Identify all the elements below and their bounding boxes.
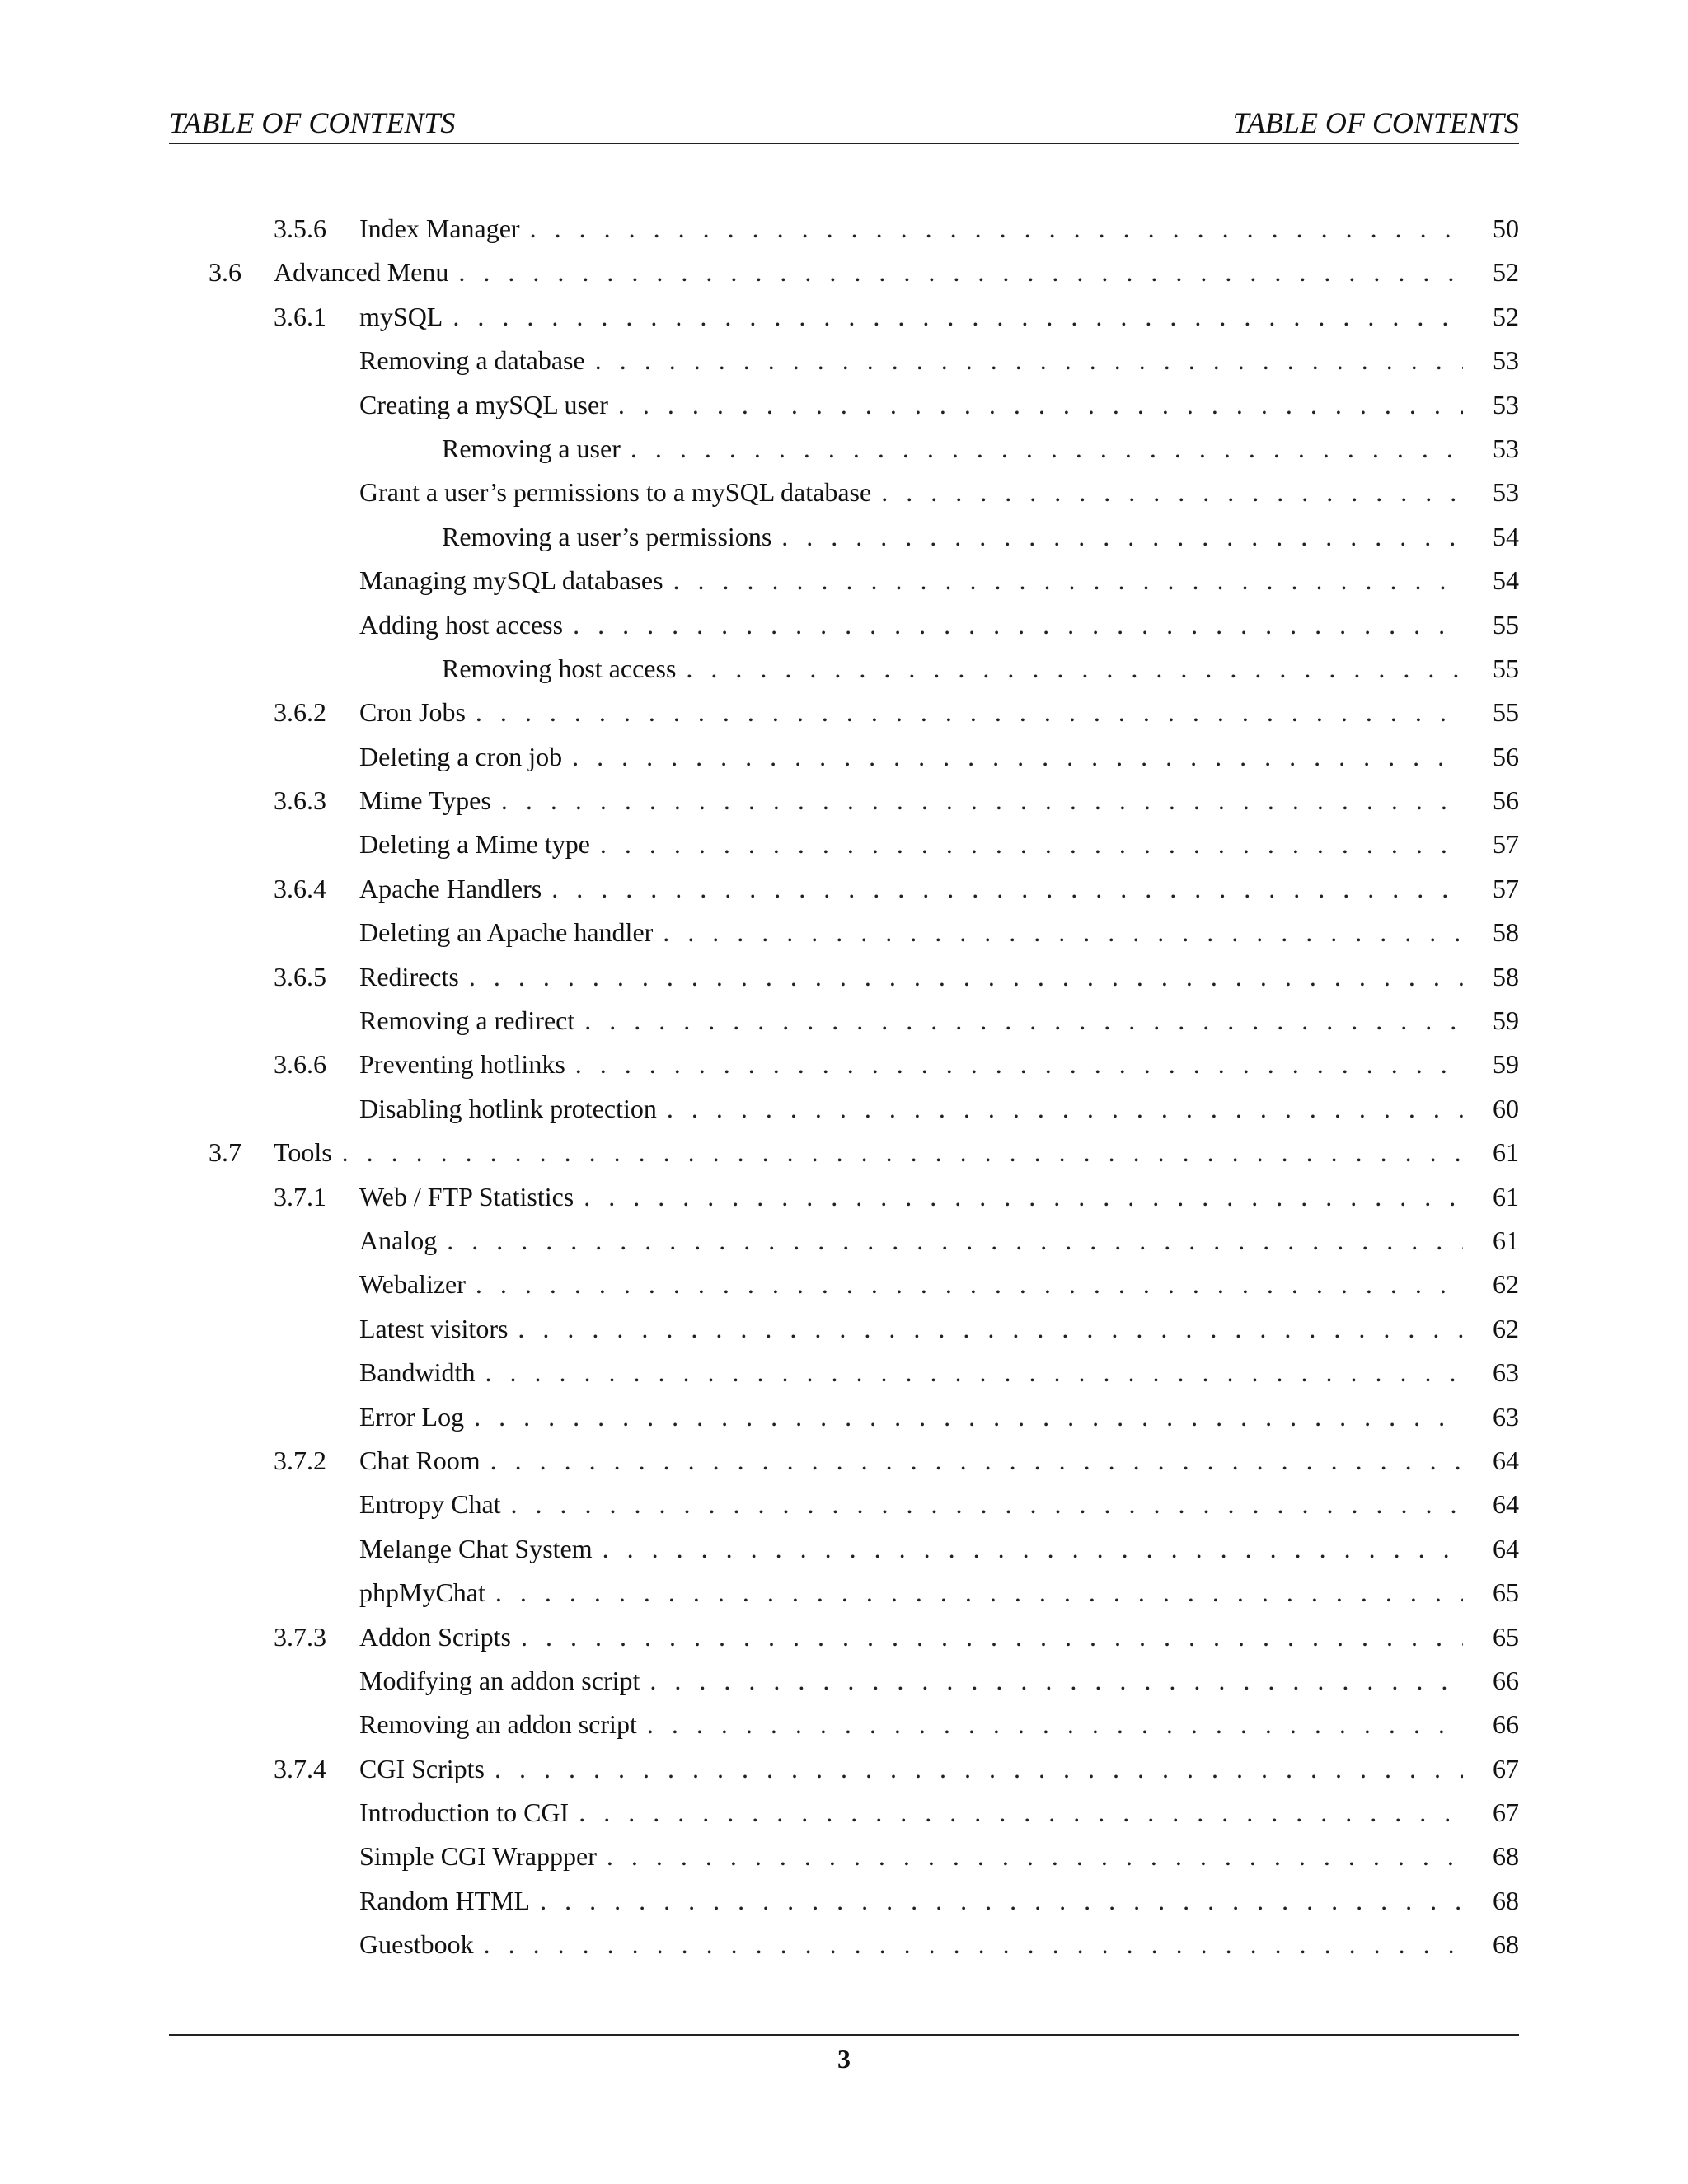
toc-entry-title[interactable]: Deleting a cron job <box>359 738 572 775</box>
toc-entry-title-line <box>359 298 1463 335</box>
toc-entry[interactable] <box>169 254 1519 298</box>
toc-entry-title-line <box>359 210 1463 246</box>
toc-entry[interactable] <box>169 870 1519 914</box>
dot-leader <box>458 254 1463 290</box>
toc-entry-page: 50 <box>1493 213 1519 243</box>
page-number: 3 <box>837 2044 851 2074</box>
dot-leader <box>631 430 1463 466</box>
toc-entry-title[interactable]: Removing host access <box>442 650 686 687</box>
toc-entry-page: 63 <box>1493 1401 1519 1432</box>
toc-entry-title-line <box>359 607 1463 643</box>
toc-entry-title[interactable]: Preventing hotlinks <box>359 1046 575 1082</box>
toc-entry-title-line <box>359 1838 1463 1874</box>
toc-entry-page: 60 <box>1493 1093 1519 1123</box>
toc-entry-title[interactable]: Error Log <box>359 1399 474 1435</box>
toc-entry[interactable] <box>169 1399 1519 1442</box>
toc-entry-title-line <box>274 254 1463 290</box>
toc-entry[interactable] <box>169 914 1519 958</box>
toc-entry-title[interactable]: Removing a user’s permissions <box>442 518 781 555</box>
toc-entry-title-line <box>359 1619 1463 1655</box>
toc-entry-title[interactable]: Removing an addon script <box>359 1706 647 1742</box>
toc-entry-title-line <box>359 958 1463 995</box>
dot-leader <box>649 1662 1463 1699</box>
toc-entry-title-line <box>442 430 1463 466</box>
dot-leader <box>607 1838 1463 1874</box>
toc-entry-title[interactable]: Deleting a Mime type <box>359 826 600 862</box>
toc-entry-page: 68 <box>1493 1841 1519 1872</box>
toc-entry-number: 3.6 <box>209 257 241 288</box>
toc-entry-number: 3.6.2 <box>274 697 326 728</box>
toc-entry-title[interactable]: Latest visitors <box>359 1310 518 1347</box>
toc-entry[interactable] <box>169 1574 1519 1618</box>
toc-entry[interactable] <box>169 1134 1519 1178</box>
toc-entry-number: 3.6.6 <box>274 1049 326 1080</box>
toc-entry-title-line <box>359 1002 1463 1038</box>
toc-entry-title[interactable]: Adding host access <box>359 607 573 643</box>
dot-leader <box>476 1266 1463 1302</box>
toc-entry-page: 55 <box>1493 609 1519 640</box>
toc-entry-title[interactable]: Addon Scripts <box>359 1619 521 1655</box>
toc-entry-page: 53 <box>1493 477 1519 508</box>
dot-leader <box>530 210 1463 246</box>
toc-entry-title[interactable]: Web / FTP Statistics <box>359 1179 584 1215</box>
toc-entry-title[interactable]: Managing mySQL databases <box>359 562 673 598</box>
toc-entry-title[interactable]: Removing a user <box>442 430 631 466</box>
toc-entry-page: 55 <box>1493 697 1519 728</box>
toc-entry-title-line <box>359 914 1463 950</box>
toc-entry-title[interactable]: Bandwidth <box>359 1354 485 1390</box>
toc-entry-title[interactable]: Melange Chat System <box>359 1530 603 1567</box>
toc-entry-title[interactable]: Introduction to CGI <box>359 1794 579 1830</box>
toc-entry-number: 3.7 <box>209 1137 241 1168</box>
toc-entry[interactable] <box>169 210 1519 254</box>
toc-entry-page: 53 <box>1493 345 1519 376</box>
toc-entry-title[interactable]: Apache Handlers <box>359 870 551 907</box>
dot-leader <box>452 298 1463 335</box>
toc-entry-page: 58 <box>1493 961 1519 991</box>
toc-entry[interactable] <box>169 518 1519 562</box>
toc-entry[interactable] <box>169 1794 1519 1838</box>
toc-entry-title[interactable]: Removing a database <box>359 342 595 378</box>
toc-entry[interactable] <box>169 1926 1519 1970</box>
toc-entry-page: 59 <box>1493 1005 1519 1036</box>
toc-entry-title-line <box>359 1442 1463 1479</box>
toc-entry-title-line <box>359 562 1463 598</box>
toc-entry-page: 64 <box>1493 1445 1519 1475</box>
toc-entry-page: 52 <box>1493 257 1519 288</box>
toc-entry-title-line <box>359 1090 1463 1127</box>
toc-entry-page: 68 <box>1493 1929 1519 1960</box>
dot-leader <box>573 607 1463 643</box>
toc-entry[interactable] <box>169 1882 1519 1926</box>
toc-entry-title-line <box>359 1530 1463 1567</box>
toc-entry[interactable] <box>169 958 1519 1002</box>
dot-leader <box>595 342 1463 378</box>
toc-entry-title[interactable]: Disabling hotlink protection <box>359 1090 667 1127</box>
toc-entry-title-line <box>359 1354 1463 1390</box>
toc-entry-title[interactable]: Tools <box>274 1134 342 1170</box>
toc-entry-title-line <box>359 1794 1463 1830</box>
toc-entry-number: 3.6.5 <box>274 961 326 991</box>
toc-entry-page: 53 <box>1493 433 1519 463</box>
toc-entry[interactable] <box>169 1750 1519 1794</box>
dot-leader <box>521 1619 1463 1655</box>
toc-entry-number: 3.7.1 <box>274 1181 326 1212</box>
toc-entry-title[interactable]: Cron Jobs <box>359 694 476 730</box>
dot-leader <box>663 914 1463 950</box>
toc-entry-title[interactable]: Advanced Menu <box>274 254 458 290</box>
toc-entry-title[interactable]: Index Manager <box>359 210 530 246</box>
toc-entry-page: 63 <box>1493 1357 1519 1388</box>
toc-entry[interactable] <box>169 1706 1519 1750</box>
toc-entry-title[interactable]: Creating a mySQL user <box>359 387 618 423</box>
toc-entry-page: 53 <box>1493 389 1519 419</box>
dot-leader <box>495 1750 1463 1787</box>
toc-entry[interactable] <box>169 826 1519 869</box>
toc-entry-title-line <box>359 1574 1463 1610</box>
toc-entry-title-line <box>359 474 1463 510</box>
dot-leader <box>540 1882 1463 1919</box>
toc-entry-page: 61 <box>1493 1181 1519 1212</box>
toc-entry[interactable] <box>169 738 1519 782</box>
toc-entry-title-line <box>359 782 1463 818</box>
dot-leader <box>673 562 1463 598</box>
toc-entry-title-line <box>359 342 1463 378</box>
toc-entry[interactable] <box>169 1046 1519 1090</box>
toc-entry-title[interactable]: Grant a user’s permissions to a mySQL database <box>359 474 881 510</box>
dot-leader <box>667 1090 1463 1127</box>
toc-entry-title[interactable]: phpMyChat <box>359 1574 495 1610</box>
toc-entry-page: 56 <box>1493 785 1519 816</box>
toc-entry-page: 61 <box>1493 1225 1519 1255</box>
toc-entry-page: 56 <box>1493 741 1519 771</box>
toc-entry[interactable] <box>169 1530 1519 1574</box>
running-header <box>169 105 1519 144</box>
toc-entry-title-line <box>442 650 1463 687</box>
dot-leader <box>584 1002 1463 1038</box>
toc-entry-title-line <box>359 1882 1463 1919</box>
dot-leader <box>476 694 1463 730</box>
toc-entry-page: 66 <box>1493 1709 1519 1740</box>
toc-entry-title[interactable]: Simple CGI Wrappper <box>359 1838 607 1874</box>
toc-entry-page: 62 <box>1493 1269 1519 1300</box>
dot-leader <box>781 518 1463 555</box>
dot-leader <box>881 474 1463 510</box>
toc-entry-page: 57 <box>1493 873 1519 903</box>
toc-entry-number: 3.6.3 <box>274 785 326 816</box>
dot-leader <box>511 1486 1463 1522</box>
toc-entry-title-line <box>359 1310 1463 1347</box>
toc-entry[interactable] <box>169 474 1519 518</box>
dot-leader <box>600 826 1463 862</box>
toc-entry[interactable] <box>169 387 1519 430</box>
toc-entry-number: 3.6.1 <box>274 301 326 331</box>
toc-entry-page: 59 <box>1493 1049 1519 1080</box>
toc-entry[interactable] <box>169 782 1519 826</box>
toc-entry-page: 57 <box>1493 829 1519 860</box>
toc-entry-page: 67 <box>1493 1797 1519 1828</box>
footer-rule <box>169 2034 1519 2036</box>
toc-entry[interactable] <box>169 1266 1519 1310</box>
toc-entry[interactable] <box>169 650 1519 694</box>
dot-leader <box>469 958 1463 995</box>
dot-leader <box>686 650 1463 687</box>
toc-entry-page: 67 <box>1493 1753 1519 1783</box>
toc-entry-title-line <box>359 694 1463 730</box>
toc-entry-title-line <box>359 387 1463 423</box>
toc-entry[interactable] <box>169 1442 1519 1486</box>
running-header-left: TABLE OF CONTENTS <box>169 106 456 139</box>
toc-entry-title-line <box>359 1399 1463 1435</box>
toc-entry[interactable] <box>169 1354 1519 1398</box>
toc-entry[interactable] <box>169 298 1519 342</box>
dot-leader <box>501 782 1463 818</box>
toc-entry-page: 61 <box>1493 1137 1519 1168</box>
toc-entry-title[interactable]: mySQL <box>359 298 452 335</box>
toc-entry-page: 64 <box>1493 1489 1519 1520</box>
toc-entry-page: 54 <box>1493 521 1519 551</box>
toc-entry-number: 3.7.4 <box>274 1753 326 1783</box>
toc-entry-title-line <box>359 1266 1463 1302</box>
toc-entry-page: 55 <box>1493 653 1519 683</box>
toc-entry-title[interactable]: Webalizer <box>359 1266 476 1302</box>
toc-entry[interactable] <box>169 1090 1519 1134</box>
toc-entry-page: 65 <box>1493 1621 1519 1652</box>
toc-entry-title[interactable]: Analog <box>359 1222 447 1258</box>
toc-entry-title-line <box>359 1222 1463 1258</box>
dot-leader <box>579 1794 1463 1830</box>
toc-entry-title[interactable]: Redirects <box>359 958 469 995</box>
toc-entry-title-line <box>274 1134 1463 1170</box>
toc-entry-title[interactable]: Mime Types <box>359 782 501 818</box>
dot-leader <box>572 738 1463 775</box>
toc-entry-page: 52 <box>1493 301 1519 331</box>
toc-entry-title-line <box>359 826 1463 862</box>
dot-leader <box>490 1442 1463 1479</box>
toc-entry-number: 3.7.3 <box>274 1621 326 1652</box>
toc-entry-title[interactable]: Chat Room <box>359 1442 490 1479</box>
toc-entry[interactable] <box>169 1222 1519 1266</box>
toc-entry[interactable] <box>169 562 1519 606</box>
dot-leader <box>647 1706 1463 1742</box>
toc-entry-page: 54 <box>1493 565 1519 596</box>
dot-leader <box>495 1574 1463 1610</box>
toc-entry[interactable] <box>169 430 1519 474</box>
dot-leader <box>575 1046 1463 1082</box>
toc-entry-title-line <box>359 1926 1463 1962</box>
toc-entry[interactable] <box>169 1838 1519 1882</box>
dot-leader <box>447 1222 1463 1258</box>
dot-leader <box>603 1530 1463 1567</box>
toc-entry-title-line <box>359 1750 1463 1787</box>
toc-entry[interactable] <box>169 1662 1519 1706</box>
toc-entry-number: 3.5.6 <box>274 213 326 243</box>
toc-entry-title[interactable]: Guestbook <box>359 1926 484 1962</box>
dot-leader <box>474 1399 1463 1435</box>
dot-leader <box>584 1179 1463 1215</box>
toc-entry-page: 65 <box>1493 1577 1519 1608</box>
toc-entry[interactable] <box>169 1619 1519 1662</box>
dot-leader <box>484 1926 1463 1962</box>
toc-entry-title-line <box>359 738 1463 775</box>
table-of-contents <box>169 210 1519 1971</box>
toc-entry[interactable] <box>169 1179 1519 1222</box>
toc-entry-title-line <box>442 518 1463 555</box>
dot-leader <box>618 387 1463 423</box>
toc-entry[interactable] <box>169 1310 1519 1354</box>
toc-entry[interactable] <box>169 607 1519 650</box>
toc-entry-number: 3.6.4 <box>274 873 326 903</box>
dot-leader <box>485 1354 1463 1390</box>
dot-leader <box>342 1134 1463 1170</box>
running-header-right: TABLE OF CONTENTS <box>1232 106 1519 139</box>
toc-entry[interactable] <box>169 694 1519 738</box>
toc-entry-page: 68 <box>1493 1885 1519 1915</box>
toc-entry[interactable] <box>169 342 1519 386</box>
toc-entry-page: 58 <box>1493 917 1519 948</box>
dot-leader <box>551 870 1463 907</box>
toc-entry-title[interactable]: Random HTML <box>359 1882 540 1919</box>
toc-entry-title-line <box>359 1662 1463 1699</box>
toc-entry[interactable] <box>169 1486 1519 1530</box>
toc-entry-page: 64 <box>1493 1533 1519 1563</box>
toc-entry-number: 3.7.2 <box>274 1445 326 1475</box>
toc-entry-title-line <box>359 1046 1463 1082</box>
toc-entry-title-line <box>359 1706 1463 1742</box>
toc-entry-title[interactable]: CGI Scripts <box>359 1750 495 1787</box>
toc-entry-page: 66 <box>1493 1665 1519 1695</box>
toc-entry-title-line <box>359 1486 1463 1522</box>
toc-entry-title[interactable]: Modifying an addon script <box>359 1662 649 1699</box>
dot-leader <box>518 1310 1463 1347</box>
toc-entry-page: 62 <box>1493 1313 1519 1343</box>
toc-entry-title[interactable]: Removing a redirect <box>359 1002 584 1038</box>
toc-entry[interactable] <box>169 1002 1519 1046</box>
toc-entry-title-line <box>359 1179 1463 1215</box>
toc-entry-title[interactable]: Deleting an Apache handler <box>359 914 663 950</box>
toc-entry-title[interactable]: Entropy Chat <box>359 1486 511 1522</box>
toc-entry-title-line <box>359 870 1463 907</box>
